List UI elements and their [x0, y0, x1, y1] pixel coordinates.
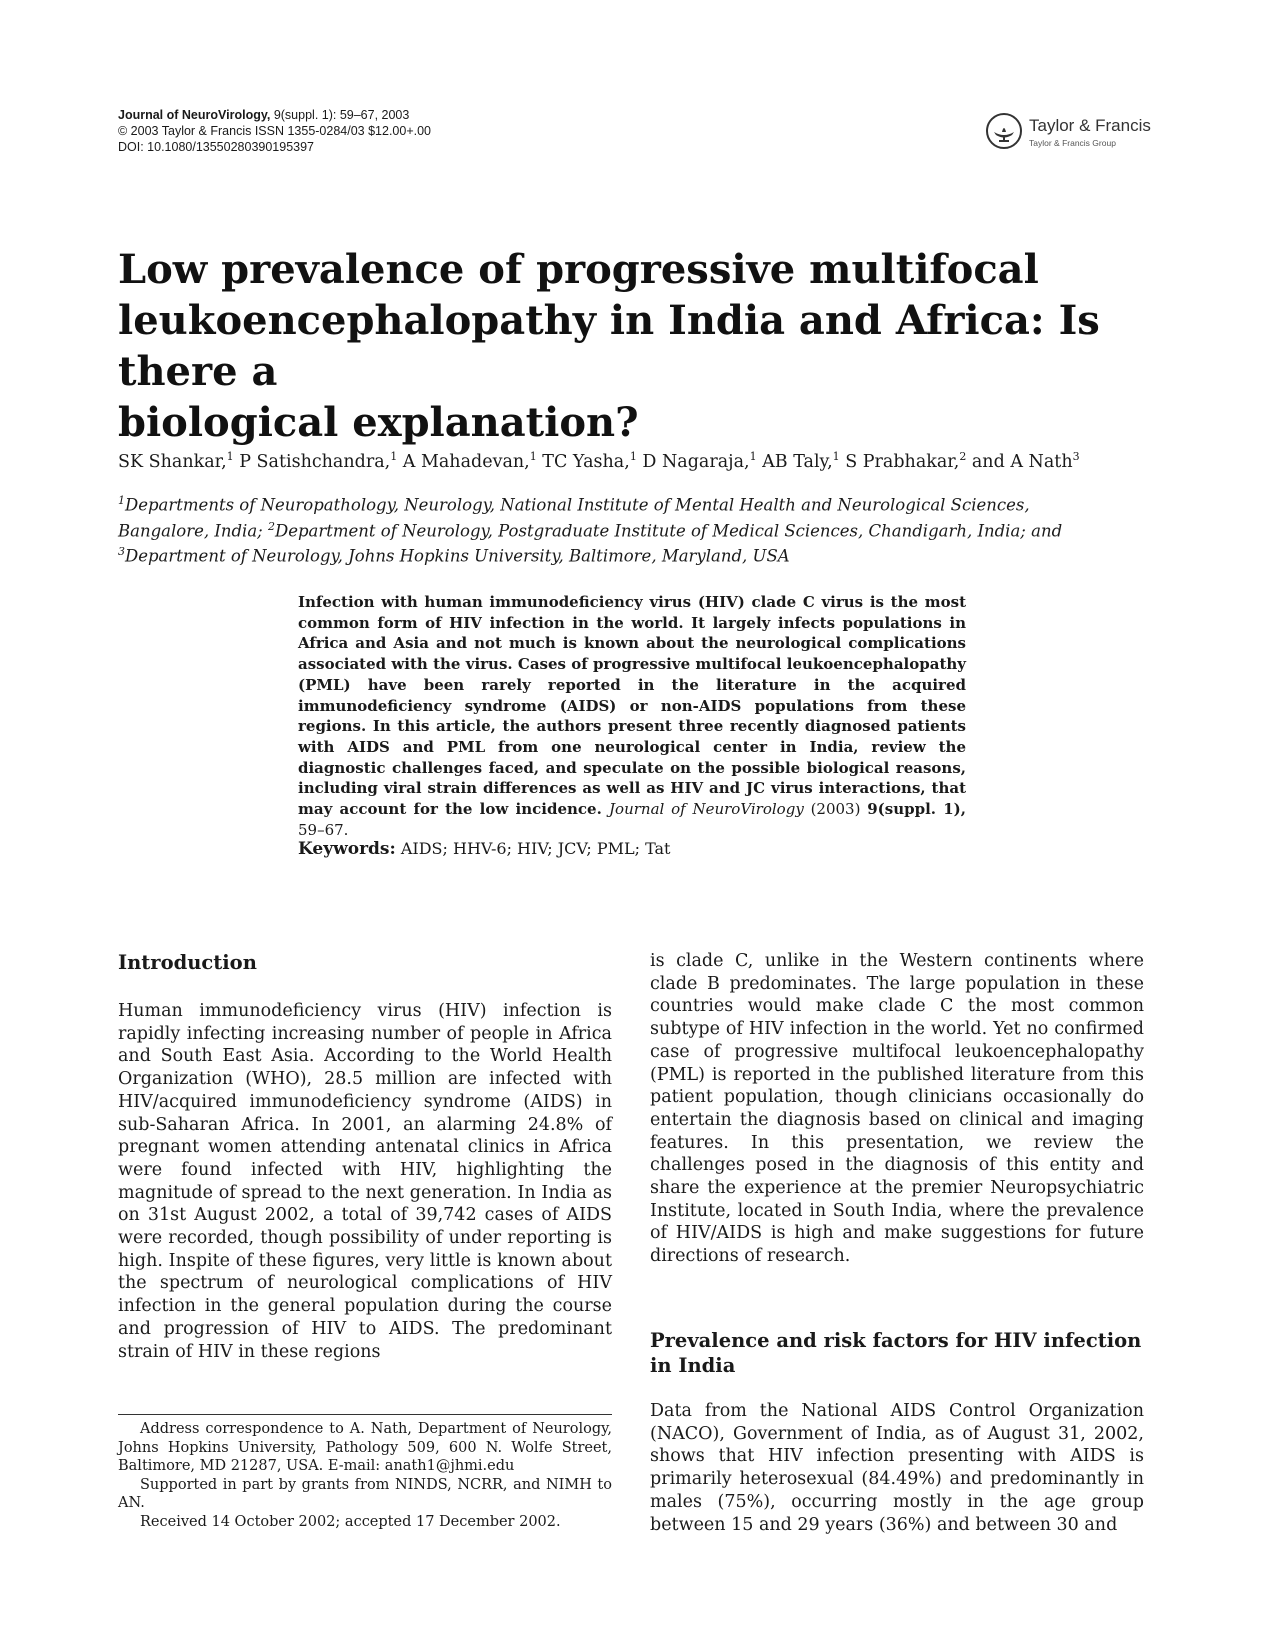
author-name: SK Shankar,	[118, 451, 227, 472]
keywords	[298, 838, 670, 860]
affiliation-mark: 1	[118, 494, 125, 507]
abstract	[298, 592, 966, 840]
journal-name: Journal of NeuroVirology,	[118, 108, 271, 122]
footnote-received: Received 14 October 2002; accepted 17 December 2002.	[140, 1513, 561, 1530]
author-name: S Prabhakar,	[839, 451, 960, 472]
citation-year: (2003)	[803, 800, 868, 819]
author-name: AB Taly,	[756, 451, 833, 472]
affiliations	[118, 490, 1178, 567]
footnote-support: Supported in part by grants from NINDS, NCRR, and NIMH to AN.	[118, 1476, 612, 1511]
footnote-divider	[118, 1414, 612, 1415]
doi-line: DOI: 10.1080/13550280390195397	[118, 140, 315, 154]
affiliation-mark: 2	[267, 519, 275, 533]
author-name: D Nagaraja,	[636, 451, 750, 472]
author-affiliation-mark: 3	[1072, 450, 1080, 463]
abstract-body: Infection with human immunodeficiency virus (HIV) clade C virus is the most common form of HIV infection in the world. It largely infects populations in Africa and Asia and not much is known about the neurological complications associated with the virus. Cases of progressive multifocal leukoencephalopathy (PML) have been rarely reported in the literature in the acquired immunodeficiency syndrome (AIDS) or non-AIDS populations from these regions. In this article, the authors present three recently diagnosed patients with AIDS and PML from one neurological center in India, review the diagnostic challenges faced, and speculate on the possible biological reasons, including viral strain differences as well as HIV and JC virus interactions, that may account for the low incidence.	[298, 593, 966, 819]
keywords-values: AIDS; HHV-6; HIV; JCV; PML; Tat	[395, 839, 671, 858]
copyright-line: © 2003 Taylor & Francis ISSN 1355-0284/03 $12.00+.00	[118, 124, 432, 138]
paper-title	[118, 244, 1178, 448]
keywords-label: Keywords:	[298, 839, 396, 859]
affiliation-text: Department of Neurology, Johns Hopkins University, Baltimore, Maryland, USA	[125, 546, 790, 566]
body-paragraph: is clade C, unlike in the Western continents where clade B predominates. The large population in these countries would make clade C the most common subtype of HIV infection in the world. Yet no confirmed case of progressive multifocal leukoencephalopathy (PML) is reported in the published literature from this patient population, though clinicians occasionally do entertain the diagnosis based on clinical and imaging features. In this presentation, we review the challenges posed in the diagnosis of this entity and share the experience at the premier Neuropsychiatric Institute, located in South India, where the prevalence of HIV/AIDS is high and make suggestions for future directions of research.	[650, 951, 1144, 1267]
affiliation-line	[118, 490, 1178, 516]
footnote-correspondence: Address correspondence to A. Nath, Department of Neurology, Johns Hopkins University, Pathology 509, 600 N. Wolfe Street, Baltimore, MD 21287, USA. E-mail: anath1@jhmi.edu	[118, 1421, 612, 1474]
citation-volume: 9(suppl. 1),	[867, 800, 967, 819]
title-line: biological explanation?	[118, 399, 639, 446]
section-heading-introduction: Introduction	[118, 951, 257, 974]
affiliation-text: Bangalore, India;	[118, 521, 268, 540]
affiliation-text: Department of Neurology, Postgraduate Institute of Medical Sciences, Chandigarh, India; and	[274, 521, 1063, 540]
body-paragraph: Data from the National AIDS Control Organization (NACO), Government of India, as of August 31, 2002, shows that HIV infection presenting with AIDS is primarily heterosexual (84.49%) and predominantly in males (75%), occurring mostly in the age group between 15 and 29 years (36%) and between 30 and	[650, 1401, 1144, 1535]
affiliation-text: Departments of Neuropathology, Neurology, National Institute of Mental Health and Neurological Sciences,	[125, 495, 1030, 515]
lamp-emblem-icon	[985, 112, 1023, 150]
journal-issue: 9(suppl. 1): 59–67, 2003	[270, 108, 410, 122]
author-affiliation-mark: 1	[226, 450, 234, 463]
citation-journal: Journal of NeuroVirology	[609, 800, 804, 819]
title-line: Low prevalence of progressive multifocal	[118, 246, 1039, 293]
author-name: P Satishchandra,	[233, 451, 391, 472]
author-name: and A Nath	[966, 451, 1073, 472]
author-affiliation-mark: 1	[749, 450, 757, 463]
affiliation-line	[118, 516, 1178, 542]
publisher-group: Taylor & Francis Group	[1029, 138, 1116, 148]
footnotes	[118, 1420, 612, 1531]
section-heading-prevalence: Prevalence and risk factors for HIV infection in India	[650, 1329, 1142, 1377]
author-affiliation-mark: 1	[629, 450, 637, 463]
affiliation-line	[118, 541, 1178, 567]
author-affiliation-mark: 1	[832, 450, 840, 463]
publisher-name: Taylor & Francis	[1029, 116, 1151, 135]
author-affiliation-mark: 1	[529, 450, 537, 463]
affiliation-mark: 3	[118, 545, 125, 558]
body-paragraph: Human immunodeficiency virus (HIV) infection is rapidly infecting increasing number of people in Africa and South East Asia. According to the World Health Organization (WHO), 28.5 million are infected with HIV/acquired immunodeficiency syndrome (AIDS) in sub-Saharan Africa. In 2001, an alarming 24.8% of pregnant women attending antenatal clinics in Africa were found infected with HIV, highlighting the magnitude of spread to the next generation. In India as on 31st August 2002, a total of 39,742 cases of AIDS were recorded, though possibility of under reporting is high. Inspite of these figures, very little is known about the spectrum of neurological complications of HIV infection in the general population during the course and progression of HIV to AIDS. The predominant strain of HIV in these regions	[118, 1001, 612, 1362]
publisher-logo	[985, 112, 1185, 156]
author-name: A Mahadevan,	[397, 451, 530, 472]
author-affiliation-mark: 2	[959, 450, 967, 463]
journal-citation-line	[118, 107, 431, 123]
title-line: leukoencephalopathy in India and Africa: Is there a	[118, 297, 1100, 395]
author-name: TC Yasha,	[536, 451, 630, 472]
citation-pages: 59–67.	[298, 820, 349, 839]
author-list	[118, 446, 1080, 473]
author-affiliation-mark: 1	[390, 450, 398, 463]
journal-header	[118, 107, 431, 155]
